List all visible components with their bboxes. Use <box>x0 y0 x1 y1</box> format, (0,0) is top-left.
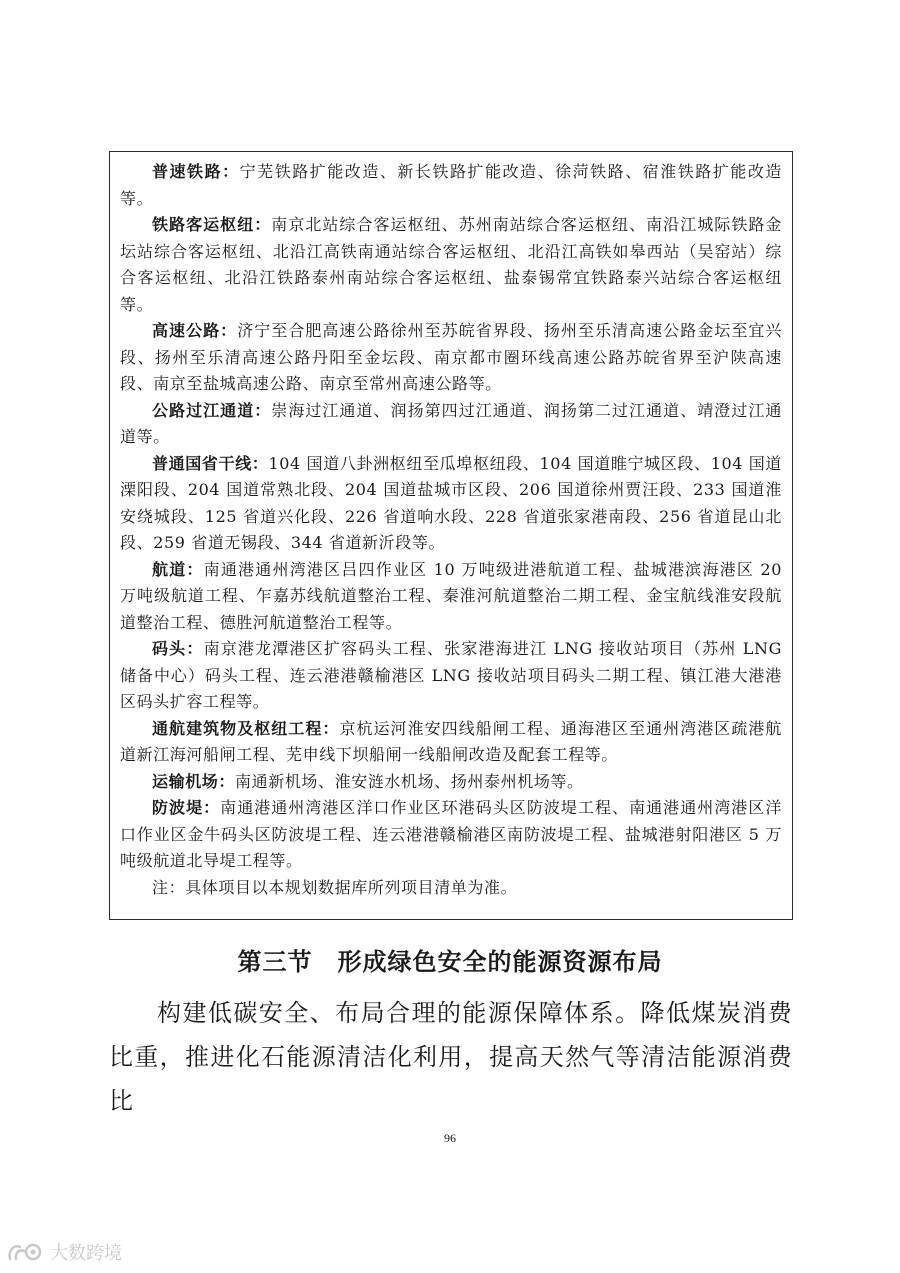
project-item <box>120 716 782 769</box>
note-item <box>120 875 782 902</box>
project-item <box>120 795 782 875</box>
project-item <box>120 769 782 796</box>
project-item-text: 南通港通州湾港区吕四作业区 10 万吨级进港航道工程、盐城港滨海港区 20 万吨级航道工程、乍嘉苏线航道整治工程、秦淮河航道整治二期工程、金宝航线淮安段航道整治工程、德胜河航道整治工程等。 <box>120 559 782 632</box>
project-item <box>120 557 782 637</box>
section-title: 第三节 形成绿色安全的能源资源布局 <box>237 948 663 976</box>
watermark <box>6 1240 122 1264</box>
project-item-label: 铁路客运枢纽： <box>152 215 272 234</box>
project-item <box>120 398 782 451</box>
project-item-text: 济宁至合肥高速公路徐州至苏皖省界段、扬州至乐清高速公路金坛至宜兴段、扬州至乐清高速公路丹阳至金坛段、南京都市圈环线高速公路苏皖省界至沪陕高速段、南京至盐城高速公路、南京至常州高速公路等。 <box>120 321 782 393</box>
project-list-box <box>109 151 793 920</box>
project-item-text: 南京港龙潭港区扩容码头工程、张家港海进江 LNG 接收站项目（苏州 LNG 储备中心）码头工程、连云港港赣榆港区 LNG 接收站项目码头二期工程、镇江港大港港区码头扩容工程等。 <box>120 639 782 711</box>
project-item-text: 南京北站综合客运枢纽、苏州南站综合客运枢纽、南沿江城际铁路金坛站综合客运枢纽、北沿江高铁南通站综合客运枢纽、北沿江高铁如皋西站（吴窑站）综合客运枢纽、北沿江铁路泰州南站综合客运枢纽、盐泰锡常宜铁路泰兴站综合客运枢纽等。 <box>120 215 782 314</box>
project-item-label: 普通国省干线： <box>152 453 269 473</box>
project-item-text: 京杭运河淮安四线船闸工程、通海港区至通州湾港区疏港航道新江海河船闸工程、芜申线下坝船闸一线船闸改造及配套工程等。 <box>120 718 782 764</box>
project-item <box>120 318 782 398</box>
project-item <box>120 212 782 318</box>
watermark-text: 大数跨境 <box>50 1243 122 1264</box>
project-item-label: 码头： <box>152 639 204 658</box>
project-item-label: 高速公路： <box>152 321 238 340</box>
project-item <box>120 159 782 212</box>
project-item-text: 南通新机场、淮安涟水机场、扬州泰州机场等。 <box>235 771 584 791</box>
project-item-label: 公路过江通道： <box>152 400 272 420</box>
project-item-label: 通航建筑物及枢纽工程： <box>152 718 340 738</box>
project-item-label: 防波堤： <box>152 798 221 817</box>
project-item-text: 南通港通州湾港区洋口作业区环港码头区防波堤工程、南通港通州湾港区洋口作业区金牛码头区防波堤工程、连云港港赣榆港区南防波堤工程、盐城港射阳港区 5 万吨级航道北导堤工程等。 <box>120 798 782 870</box>
note-text: 注：具体项目以本规划数据库所列项目清单为准。 <box>152 877 518 897</box>
project-item-text: 104 国道八卦洲枢纽至瓜埠枢纽段、104 国道睢宁城区段、104 国道溧阳段、204 国道常熟北段、204 国道盐城市区段、206 国道徐州贾汪段、233 国道淮安绕城段、125 省道兴化段、226 省道响水段、228 省道张家港南段、256 省道昆山北段、259 省道无锡段、344 省道新沂段等。 <box>120 453 782 552</box>
body-paragraph: 构建低碳安全、布局合理的能源保障体系。降低煤炭消费比重，推进化石能源清洁化利用，提高天然气等清洁能源消费比 <box>109 999 793 1115</box>
project-item <box>120 451 782 557</box>
project-item <box>120 636 782 716</box>
project-item-text: 崇海过江通道、润扬第四过江通道、润扬第二过江通道、靖澄过江通道等。 <box>120 400 782 446</box>
project-item-text: 宁芜铁路扩能改造、新长铁路扩能改造、徐菏铁路、宿淮铁路扩能改造等。 <box>120 162 782 208</box>
project-item-label: 航道： <box>152 559 204 579</box>
project-item-label: 普速铁路： <box>152 162 240 181</box>
project-item-label: 运输机场： <box>152 771 236 791</box>
watermark-logo-icon <box>6 1241 46 1263</box>
page-number: 96 <box>444 1131 456 1145</box>
